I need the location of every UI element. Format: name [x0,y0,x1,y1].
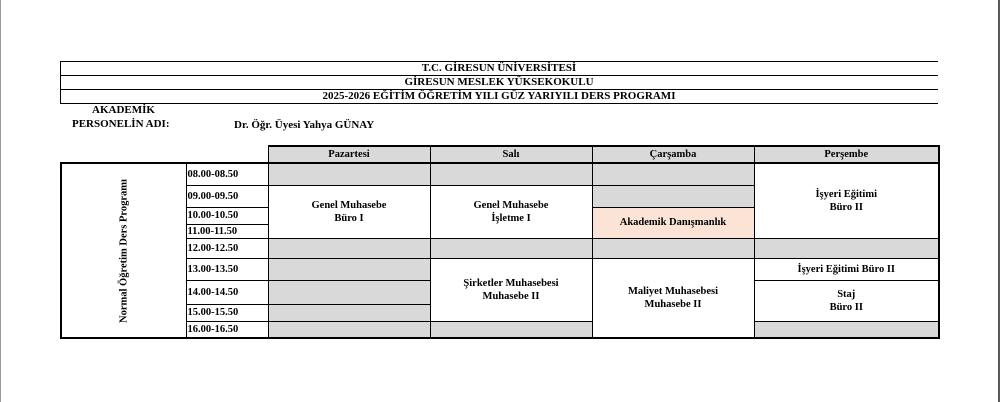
schedule-table [60,145,940,339]
empty-slot [268,238,430,258]
corner-blank [61,146,186,163]
empty-slot [430,321,592,338]
empty-slot [268,258,430,280]
time-slot: 14.00-14.50 [186,280,268,304]
course-maliyet-muhasebesi: Maliyet Muhasebesi Muhasebe II [592,258,754,338]
empty-slot [592,238,754,258]
header-rule-bottom [60,103,938,104]
day-header-wednesday: Çarşamba [592,146,754,163]
time-slot: 16.00-16.50 [186,321,268,338]
empty-slot [430,163,592,185]
day-header-tuesday: Salı [430,146,592,163]
program-label: Normal Öğretim Ders Programı [118,178,130,323]
university-title: T.C. GİRESUN ÜNİVERSİTESİ [421,62,577,74]
time-header-blank [186,146,268,163]
course-sirketler-muhasebesi: Şirketler Muhasebesi Muhasebe II [430,258,592,321]
time-slot: 09.00-09.50 [186,185,268,207]
personnel-label-line1: AKADEMİK [92,104,155,116]
time-slot: 13.00-13.50 [186,258,268,280]
time-slot: 10.00-10.50 [186,207,268,224]
school-title: GİRESUN MESLEK YÜKSEKOKULU [404,76,594,88]
time-slot: 12.00-12.50 [186,238,268,258]
program-title: 2025-2026 EĞİTİM ÖĞRETİM YILI GÜZ YARIYILI DERS PROGRAMI [322,90,676,102]
empty-slot [268,280,430,304]
empty-slot [430,238,592,258]
day-header-monday: Pazartesi [268,146,430,163]
empty-slot [592,163,754,185]
header-left-border [60,61,61,104]
time-slot: 15.00-15.50 [186,304,268,321]
personnel-label-line2: PERSONELİN ADI: [72,118,170,130]
empty-slot [268,304,430,321]
empty-slot [754,238,939,258]
course-staj-buro2: Staj Büro II [754,280,939,321]
time-slot: 11.00-11.50 [186,224,268,238]
program-label-cell [61,163,186,338]
empty-slot [754,321,939,338]
course-isyeri-egitimi-buro2: İşyeri Eğitimi Büro II [754,163,939,238]
day-header-thursday: Perşembe [754,146,939,163]
course-isyeri-egitimi-1300: İşyeri Eğitimi Büro II [754,258,939,280]
window-left-edge [0,0,1,402]
course-genel-muhasebe-isletme1: Genel Muhasebe İşletme I [430,185,592,238]
empty-slot [592,185,754,207]
time-slot: 08.00-08.50 [186,163,268,185]
empty-slot [268,163,430,185]
personnel-name: Dr. Öğr. Üyesi Yahya GÜNAY [234,119,375,131]
course-genel-muhasebe-buro1: Genel Muhasebe Büro I [268,185,430,238]
empty-slot [268,321,430,338]
course-akademik-danismanlik: Akademik Danışmanlık [592,207,754,238]
